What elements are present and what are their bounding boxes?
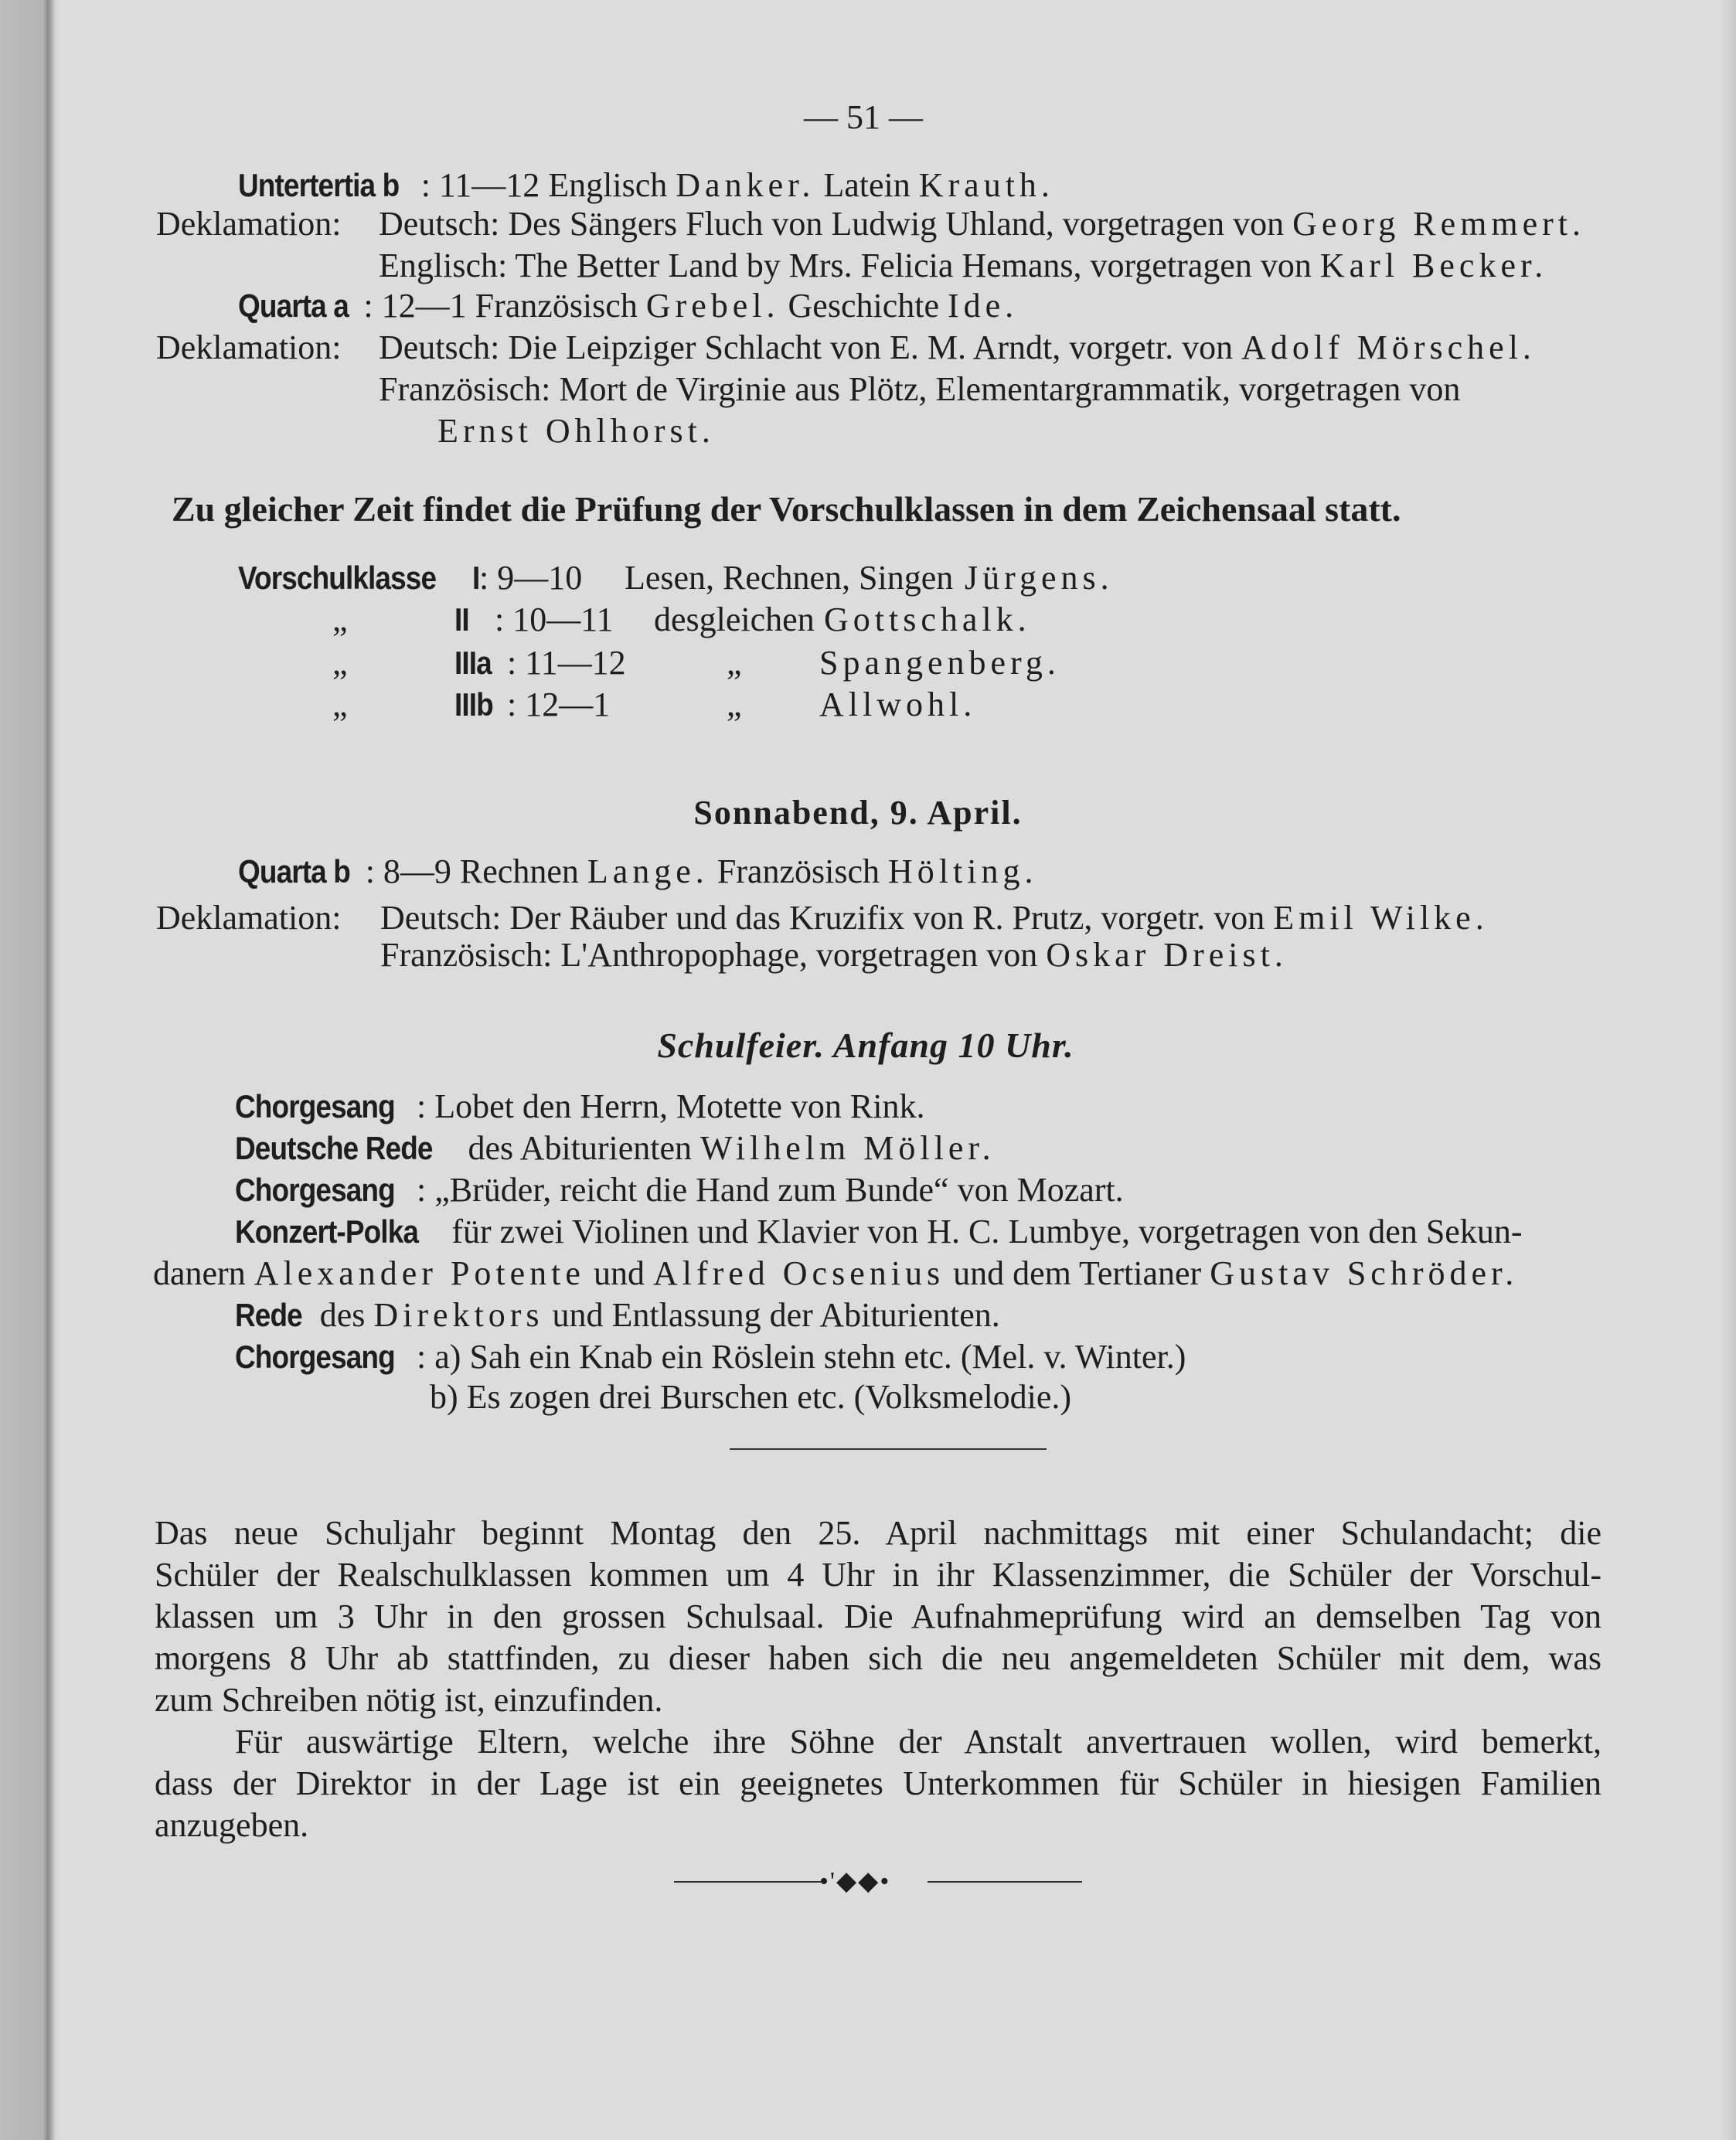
vorschul-row: Vorschulklasse I [238,560,480,596]
paragraph-line: anzugeben. [155,1806,309,1844]
paragraph-line: Das neue Schuljahr beginnt Montag den 25. April nachmittags mit einer Schulandacht; die [155,1514,1602,1552]
page-edge-shadow [1721,0,1736,2140]
paragraph-line: Für auswärtige Eltern, welche ihre Söhne der Anstalt anvertrauen wollen, wird bemerkt, [235,1723,1602,1761]
program-item: Chorgesang : Lobet den Herrn, Motette von Rink. [235,1087,925,1125]
program-item: Rede des Direktors und Entlassung der Abiturienten. [235,1296,1000,1334]
vorschul-row: IIIa [454,645,492,681]
class-heading: Quarta b [238,853,350,890]
program-item: Chorgesang : a) Sah ein Knab ein Röslein stehn etc. (Mel. v. Winter.) [235,1338,1186,1376]
class-heading: Untertertia b [238,167,400,203]
paragraph-line: morgens 8 Uhr ab stattfinden, zu dieser haben sich die neu angemeldeten Schüler mit dem, was [155,1639,1602,1677]
schedule-line-quarta-b: Quarta b : 8—9 Rechnen Lange. Französisch Hölting. [238,852,1038,890]
ornament-rule-right [928,1881,1082,1883]
deklamation-label: Deklamation: [156,328,342,366]
deklamation-line: Deutsch: Die Leipziger Schlacht von E. M. Arndt, vorgetr. von Adolf Mörschel. [379,328,1536,366]
page-number: — 51 — [804,98,923,136]
program-item: Chorgesang : „Brüder, reicht die Hand zum Bunde“ von Mozart. [235,1171,1124,1209]
paragraph-line: klassen um 3 Uhr in den grossen Schulsaal. Die Aufnahmeprüfung wird an demselben Tag von [155,1597,1602,1635]
program-item-continued: b) Es zogen drei Burschen etc. (Volksmelodie.) [430,1378,1072,1416]
deklamation-line: Französisch: Mort de Virginie aus Plötz, Elementargrammatik, vorgetragen von [379,370,1461,408]
vorschul-row: IIIb [454,686,493,723]
program-item: Konzert-Polka für zwei Violinen und Klavier von H. C. Lumbye, vorgetragen von den Sekun- [235,1213,1523,1250]
section-heading: Zu gleicher Zeit findet die Prüfung der Vorschulklassen in dem Zeichensaal statt. [172,489,1401,529]
vorschul-row: II [454,601,469,638]
ornament: •'◆◆• [819,1867,891,1896]
class-heading: Quarta a [238,287,349,324]
schedule-line-untertertia: Untertertia b : 11—12 Englisch Danker. Latein Krauth. [238,166,1054,204]
schedule-line-quarta-a: Quarta a : 12—1 Französisch Grebel. Geschichte Ide. [238,287,1019,325]
deklamation-line: Deutsch: Der Räuber und das Kruzifix von R. Prutz, vorgetr. von Emil Wilke. [380,899,1489,937]
program-item-continued: danern Alexander Potente und Alfred Ocsenius und dem Tertianer Gustav Schröder. [153,1254,1519,1292]
book-spine-shadow [0,0,62,2140]
paragraph-line: zum Schreiben nötig ist, einzufinden. [155,1681,663,1719]
deklamation-name: Ernst Ohlhorst. [437,412,715,450]
deklamation-line: Englisch: The Better Land by Mrs. Felicia Hemans, vorgetragen von Karl Becker. [379,247,1548,284]
ceremony-heading: Schulfeier. Anfang 10 Uhr. [657,1026,1074,1065]
paragraph-line: Schüler der Realschulklassen kommen um 4 Uhr in ihr Klassenzimmer, die Schüler der Vorschul- [155,1556,1602,1594]
paragraph-line: dass der Direktor in der Lage ist ein geeignetes Unterkommen für Schüler in hiesigen Familien [155,1764,1602,1802]
ornament-rule-left [674,1881,821,1883]
deklamation-line: Deutsch: Des Sängers Fluch von Ludwig Uhland, vorgetragen von Georg Remmert. [379,205,1585,243]
divider-rule [730,1448,1047,1450]
deklamation-label: Deklamation: [156,205,342,243]
program-item: Deutsche Rede des Abiturienten Wilhelm Möller. [235,1129,996,1167]
deklamation-label: Deklamation: [156,899,342,937]
deklamation-line: Französisch: L'Anthropophage, vorgetragen von Oskar Dreist. [380,936,1288,974]
day-heading: Sonnabend, 9. April. [693,794,1023,832]
